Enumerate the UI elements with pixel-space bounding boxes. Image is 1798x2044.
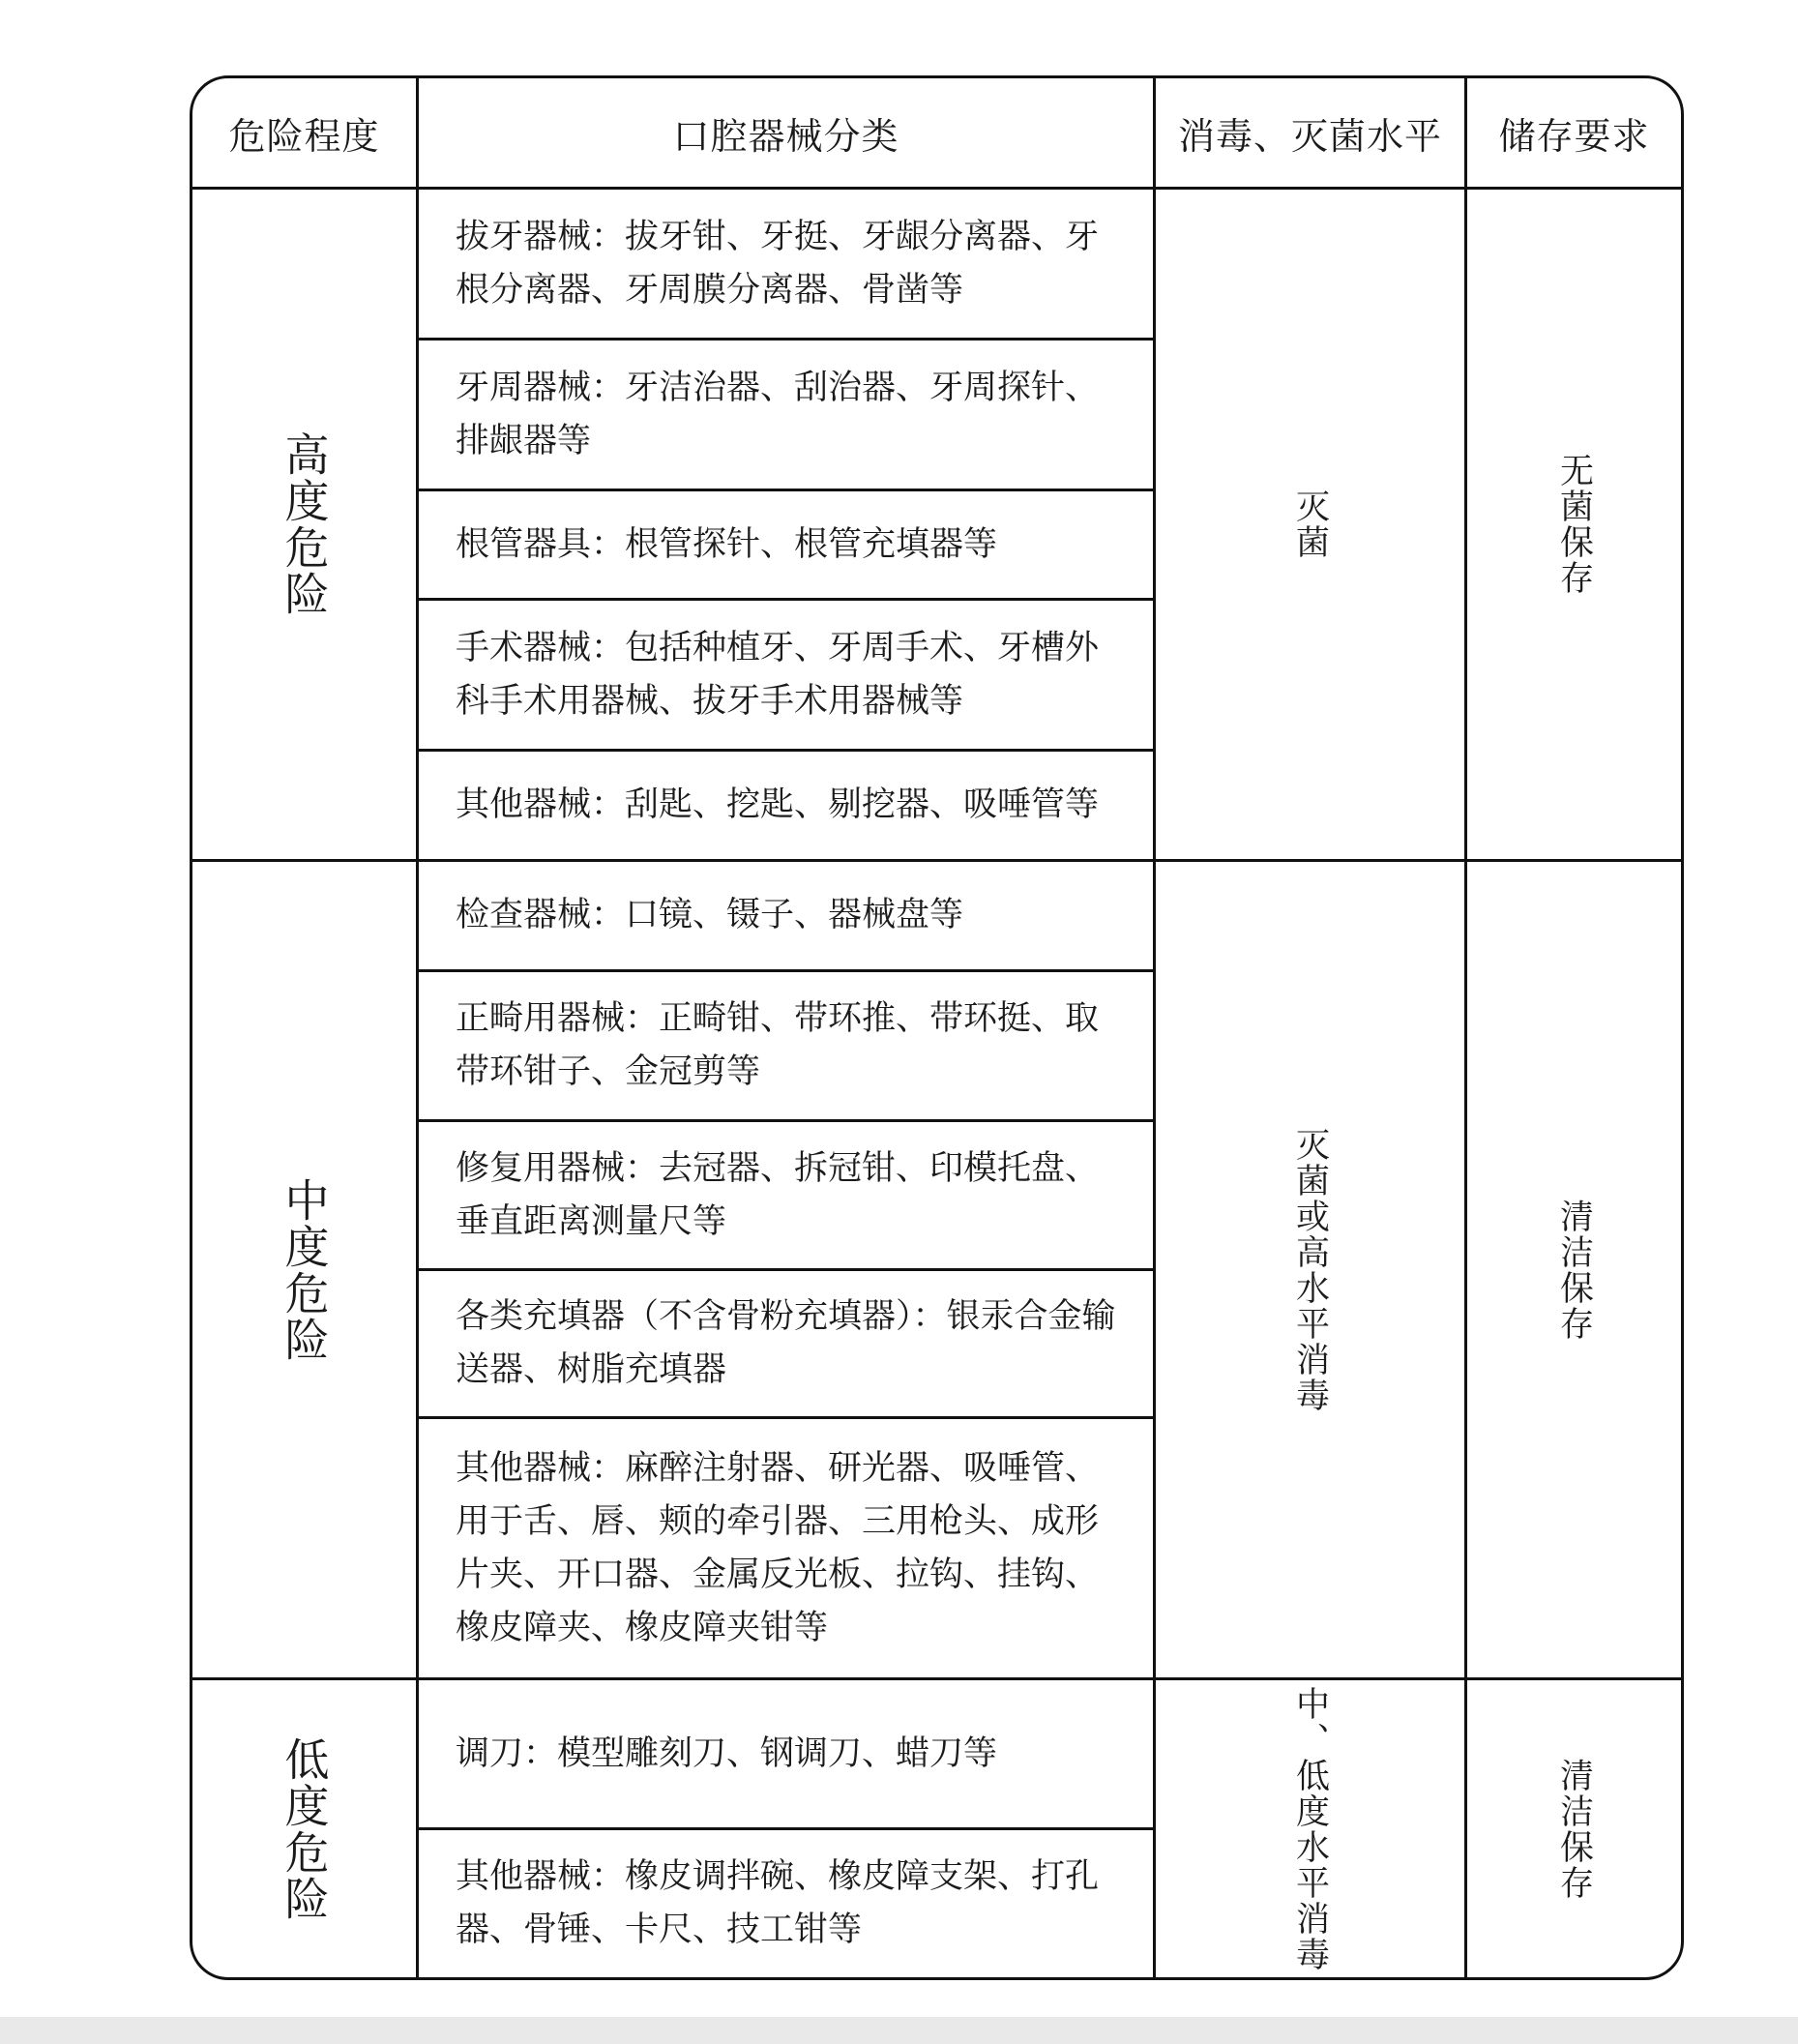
storage-low: 清洁保存 [1554,1757,1594,1901]
instrument-classification-table [190,75,1684,1980]
storage-high: 无菌保存 [1467,190,1681,862]
category-item: 各类充填器（不含骨粉充填器）：银汞合金输送器、树脂充填器 [419,1271,1156,1419]
category-item: 其他器械：橡皮调拌碗、橡皮障支架、打孔器、骨锤、卡尺、技工钳等 [419,1830,1156,1977]
risk-level-high: 高度危险 [192,190,419,862]
category-item: 其他器械：刮匙、挖匙、剔挖器、吸唾管等 [419,752,1156,862]
category-item: 检查器械：口镜、镊子、器械盘等 [419,862,1156,972]
header-storage-requirement: 储存要求 [1467,78,1681,190]
category-item: 牙周器械：牙洁治器、刮治器、牙周探针、排龈器等 [419,341,1156,491]
storage-medium: 清洁保存 [1467,862,1681,1680]
header-risk-level: 危险程度 [192,78,419,190]
category-item: 手术器械：包括种植牙、牙周手术、牙槽外科手术用器械、拔牙手术用器械等 [419,601,1156,752]
category-item: 拔牙器械：拔牙钳、牙挺、牙龈分离器、牙根分离器、牙周膜分离器、骨凿等 [419,190,1156,341]
disinfection-medium: 灭菌或高水平消毒 [1156,862,1467,1680]
category-item: 正畸用器械：正畸钳、带环推、带环挺、取带环钳子、金冠剪等 [419,972,1156,1122]
disinfection-low: 中、低度水平消毒 [1156,1680,1467,1977]
risk-level-low: 低度危险 [192,1680,419,1977]
category-item: 其他器械：麻醉注射器、研光器、吸唾管、用于舌、唇、颊的牵引器、三用枪头、成形片夹、开口器、金属反光板、拉钩、挂钩、橡皮障夹、橡皮障夹钳等 [419,1419,1156,1680]
scan-bottom-edge [0,2017,1798,2044]
disinfection-high: 灭菌 [1156,190,1467,862]
category-item: 修复用器械：去冠器、拆冠钳、印模托盘、垂直距离测量尺等 [419,1122,1156,1271]
risk-level-medium: 中度危险 [192,862,419,1680]
header-instrument-category: 口腔器械分类 [419,78,1156,190]
category-item: 调刀：模型雕刻刀、钢调刀、蜡刀等 [419,1680,1156,1830]
category-item: 根管器具：根管探针、根管充填器等 [419,491,1156,601]
table-grid [192,78,1681,1977]
header-disinfection-level: 消毒、灭菌水平 [1156,78,1467,190]
